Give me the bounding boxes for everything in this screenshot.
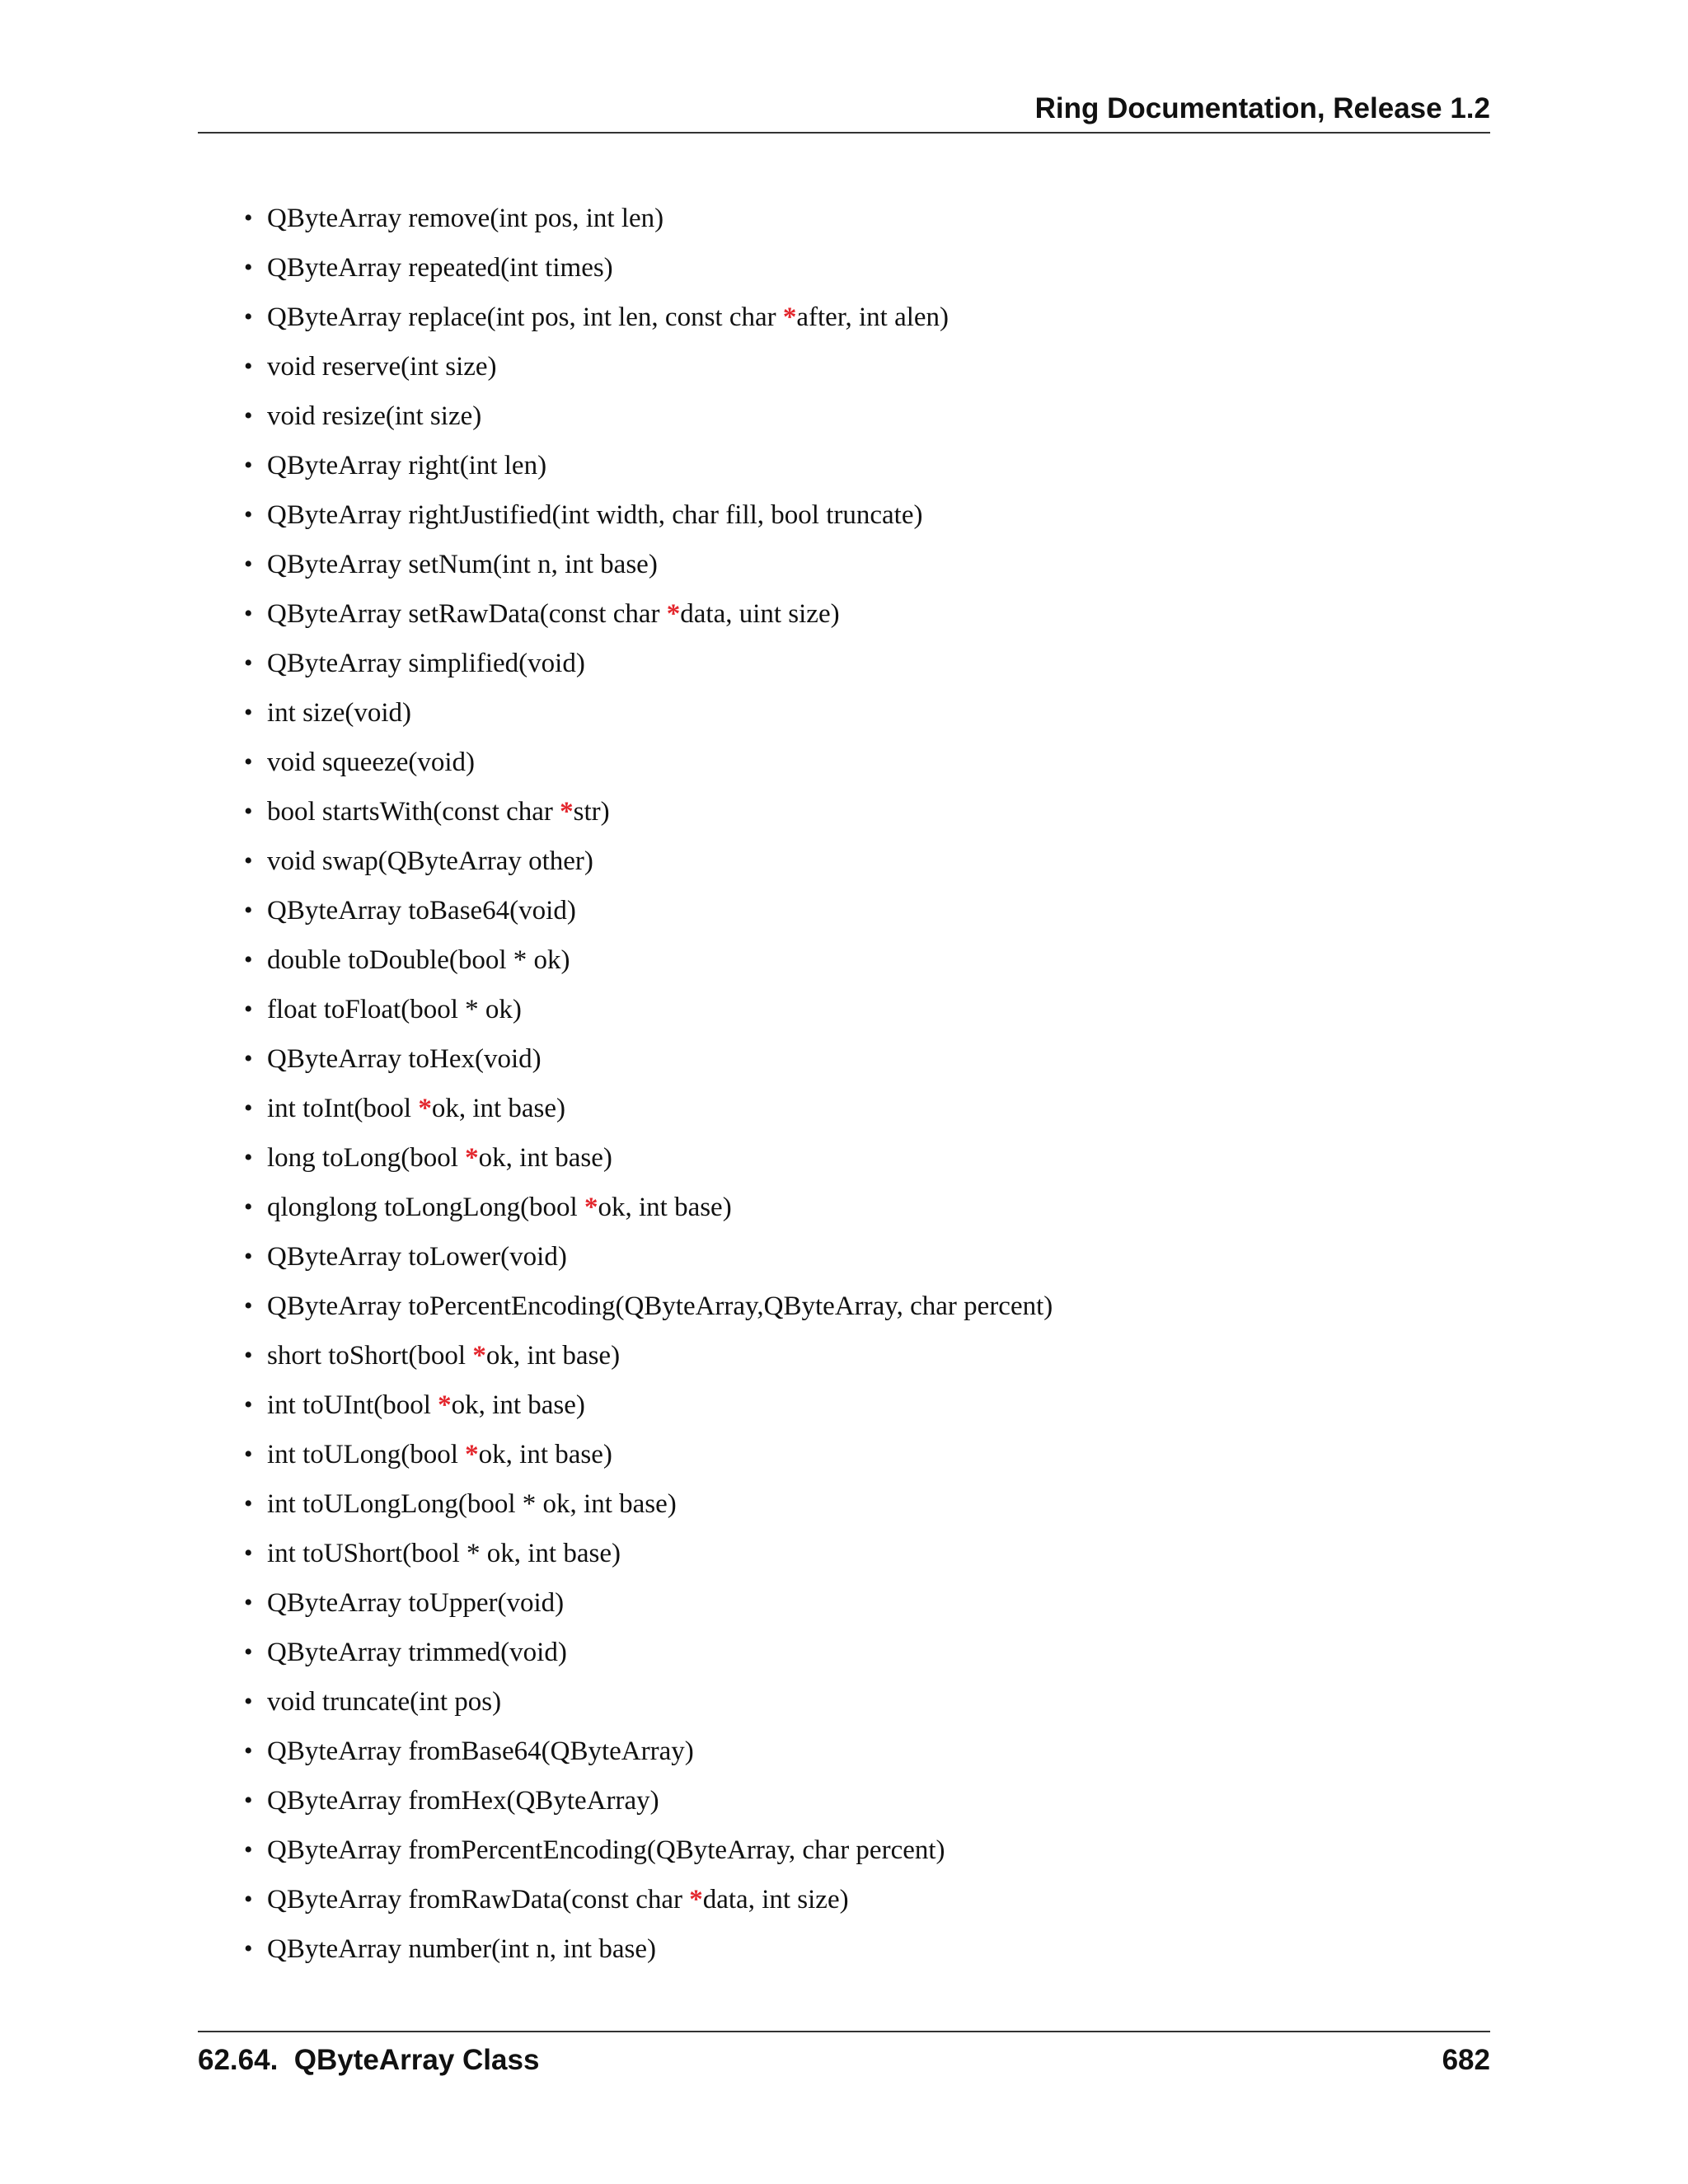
signature-text: data, uint size)	[680, 599, 840, 629]
list-item	[244, 1533, 1053, 1582]
bullet-icon: •	[244, 600, 253, 627]
bullet-icon: •	[244, 353, 253, 380]
bullet-icon: •	[244, 1787, 253, 1814]
signature-text: void squeeze(void)	[267, 748, 475, 777]
pointer-star: *	[584, 1193, 598, 1222]
signature-text: QByteArray setRawData(const char	[267, 599, 667, 629]
signature-text: int toULong(bool	[267, 1440, 466, 1469]
method-signature	[267, 500, 922, 530]
signature-text: QByteArray toHex(void)	[267, 1044, 542, 1074]
list-item	[244, 445, 1053, 494]
bullet-icon: •	[244, 402, 253, 429]
signature-text: ok, int base)	[478, 1143, 612, 1173]
pointer-star: *	[560, 797, 574, 827]
list-item	[244, 198, 1053, 247]
page-number: 682	[1442, 2044, 1490, 2076]
list-item	[244, 841, 1053, 890]
signature-text: float toFloat(bool * ok)	[267, 995, 522, 1024]
method-signature	[267, 401, 481, 431]
method-signature	[267, 748, 475, 777]
list-item	[244, 544, 1053, 593]
list-item	[244, 989, 1053, 1038]
pointer-star: *	[782, 302, 797, 332]
signature-text: QByteArray setNum(int n, int base)	[267, 550, 658, 579]
signature-text: qlonglong toLongLong(bool	[267, 1193, 584, 1222]
method-signature	[267, 1489, 677, 1519]
list-item	[244, 1731, 1053, 1780]
signature-text: int toInt(bool	[267, 1094, 419, 1123]
signature-text: int size(void)	[267, 698, 412, 728]
signature-text: int toULongLong(bool * ok, int base)	[267, 1489, 677, 1519]
method-signature	[267, 1588, 564, 1618]
method-signature	[267, 1291, 1053, 1321]
list-item	[244, 396, 1053, 445]
bullet-icon: •	[244, 946, 253, 973]
bullet-icon: •	[244, 1292, 253, 1319]
method-signature	[267, 1736, 694, 1766]
list-item	[244, 1335, 1053, 1385]
signature-text: ok, int base)	[485, 1341, 621, 1371]
method-signature	[267, 550, 658, 579]
method-signature	[267, 352, 497, 382]
method-signature	[267, 599, 840, 629]
bullet-icon: •	[244, 1540, 253, 1567]
signature-text: void swap(QByteArray other)	[267, 846, 593, 876]
method-signature	[267, 253, 613, 283]
list-item	[244, 692, 1053, 742]
method-signature	[267, 797, 610, 827]
list-item	[244, 494, 1053, 544]
pointer-star: *	[418, 1094, 432, 1123]
list-item	[244, 742, 1053, 791]
page-header	[198, 89, 1490, 134]
method-signature	[267, 1044, 542, 1074]
list-item	[244, 1038, 1053, 1088]
signature-text: QByteArray right(int len)	[267, 451, 547, 480]
signature-text: long toLong(bool	[267, 1143, 466, 1173]
list-item	[244, 1385, 1053, 1434]
signature-text: bool startsWith(const char	[267, 797, 560, 827]
pointer-star: *	[438, 1390, 452, 1420]
list-item	[244, 940, 1053, 989]
bullet-icon: •	[244, 204, 253, 232]
list-item	[244, 1434, 1053, 1483]
list-item	[244, 1187, 1053, 1236]
signature-text: QByteArray rightJustified(int width, char fill, bool truncate)	[267, 500, 923, 530]
list-item	[244, 1137, 1053, 1187]
method-signature	[267, 1539, 621, 1568]
method-signature	[267, 1193, 732, 1222]
signature-text: QByteArray toLower(void)	[267, 1242, 567, 1272]
bullet-icon: •	[244, 1441, 253, 1468]
method-signature	[267, 1094, 565, 1123]
list-item	[244, 247, 1053, 297]
list-item	[244, 1236, 1053, 1286]
signature-text: QByteArray toUpper(void)	[267, 1588, 565, 1618]
signature-text: void truncate(int pos)	[267, 1687, 502, 1717]
bullet-icon: •	[244, 1490, 253, 1517]
signature-text: QByteArray replace(int pos, int len, const char	[267, 302, 783, 332]
method-signature	[267, 995, 522, 1024]
list-item	[244, 1582, 1053, 1632]
bullet-icon: •	[244, 1638, 253, 1666]
bullet-icon: •	[244, 798, 253, 825]
method-signature	[267, 649, 585, 678]
section-title: 62.64. QByteArray Class	[198, 2044, 540, 2076]
signature-text: double toDouble(bool * ok)	[267, 945, 570, 975]
pointer-star: *	[689, 1885, 703, 1915]
signature-text: int toUShort(bool * ok, int base)	[267, 1539, 621, 1568]
bullet-icon: •	[244, 1589, 253, 1616]
bullet-icon: •	[244, 1935, 253, 1962]
method-signature	[267, 1143, 612, 1173]
signature-text: QByteArray fromRawData(const char	[267, 1885, 690, 1915]
bullet-icon: •	[244, 1342, 253, 1369]
method-signature	[267, 1885, 849, 1915]
list-item	[244, 1286, 1053, 1335]
signature-text: QByteArray toPercentEncoding(QByteArray,QByteArray, char percent)	[267, 1291, 1053, 1321]
bullet-icon: •	[244, 1045, 253, 1072]
bullet-icon: •	[244, 1094, 253, 1122]
method-signature	[267, 846, 593, 876]
pointer-star: *	[472, 1341, 486, 1371]
signature-text: void reserve(int size)	[267, 352, 497, 382]
list-item	[244, 890, 1053, 940]
signature-text: short toShort(bool	[267, 1341, 473, 1371]
signature-text: QByteArray fromPercentEncoding(QByteArray, char percent)	[267, 1835, 945, 1865]
page-footer	[198, 2031, 1490, 2087]
bullet-icon: •	[244, 254, 253, 281]
bullet-icon: •	[244, 649, 253, 677]
signature-text: after, int alen)	[796, 302, 950, 332]
bullet-icon: •	[244, 1688, 253, 1715]
list-item	[244, 791, 1053, 841]
signature-text: ok, int base)	[598, 1193, 732, 1222]
pointer-star: *	[465, 1440, 479, 1469]
list-item	[244, 1088, 1053, 1137]
pointer-star: *	[666, 599, 681, 629]
method-signature	[267, 1687, 501, 1717]
signature-text: QByteArray remove(int pos, int len)	[267, 204, 664, 233]
signature-text: int toUInt(bool	[267, 1390, 438, 1420]
list-item	[244, 1632, 1053, 1681]
method-signature	[267, 204, 663, 233]
list-item	[244, 1483, 1053, 1533]
list-item	[244, 297, 1053, 346]
signature-text: QByteArray fromBase64(QByteArray)	[267, 1736, 694, 1766]
signature-text: str)	[573, 797, 610, 827]
method-signature	[267, 698, 411, 728]
method-signature	[267, 896, 576, 926]
list-item	[244, 1929, 1053, 1978]
signature-text: QByteArray toBase64(void)	[267, 896, 576, 926]
signature-text: QByteArray repeated(int times)	[267, 253, 613, 283]
bullet-icon: •	[244, 1737, 253, 1765]
bullet-icon: •	[244, 748, 253, 776]
bullet-icon: •	[244, 847, 253, 874]
bullet-icon: •	[244, 996, 253, 1023]
method-signature	[267, 945, 570, 975]
bullet-icon: •	[244, 1193, 253, 1221]
bullet-icon: •	[244, 303, 253, 330]
method-signature	[267, 302, 949, 332]
bullet-icon: •	[244, 1144, 253, 1171]
bullet-icon: •	[244, 1886, 253, 1913]
list-item	[244, 346, 1053, 396]
signature-text: data, int size)	[702, 1885, 849, 1915]
list-item	[244, 1780, 1053, 1830]
signature-text: QByteArray trimmed(void)	[267, 1638, 567, 1667]
bullet-icon: •	[244, 501, 253, 528]
method-signature	[267, 1786, 659, 1816]
bullet-icon: •	[244, 897, 253, 924]
method-list	[244, 198, 1053, 1978]
bullet-icon: •	[244, 551, 253, 578]
signature-text: void resize(int size)	[267, 401, 482, 431]
method-signature	[267, 1638, 567, 1667]
bullet-icon: •	[244, 1391, 253, 1418]
signature-text: ok, int base)	[478, 1440, 612, 1469]
list-item	[244, 593, 1053, 643]
pointer-star: *	[465, 1143, 479, 1173]
signature-text: ok, int base)	[451, 1390, 585, 1420]
signature-text: QByteArray simplified(void)	[267, 649, 585, 678]
bullet-icon: •	[244, 1836, 253, 1863]
bullet-icon: •	[244, 452, 253, 479]
list-item	[244, 643, 1053, 692]
list-item	[244, 1879, 1053, 1929]
list-item	[244, 1681, 1053, 1731]
bullet-icon: •	[244, 1243, 253, 1270]
method-signature	[267, 451, 546, 480]
method-signature	[267, 1242, 567, 1272]
signature-text: ok, int base)	[431, 1094, 566, 1123]
method-signature	[267, 1390, 585, 1420]
method-signature	[267, 1440, 612, 1469]
signature-text: QByteArray fromHex(QByteArray)	[267, 1786, 659, 1816]
signature-text: QByteArray number(int n, int base)	[267, 1934, 656, 1964]
list-item	[244, 1830, 1053, 1879]
method-signature	[267, 1341, 620, 1371]
method-signature	[267, 1934, 656, 1964]
method-signature	[267, 1835, 945, 1865]
bullet-icon: •	[244, 699, 253, 726]
document-title: Ring Documentation, Release 1.2	[1034, 92, 1490, 124]
